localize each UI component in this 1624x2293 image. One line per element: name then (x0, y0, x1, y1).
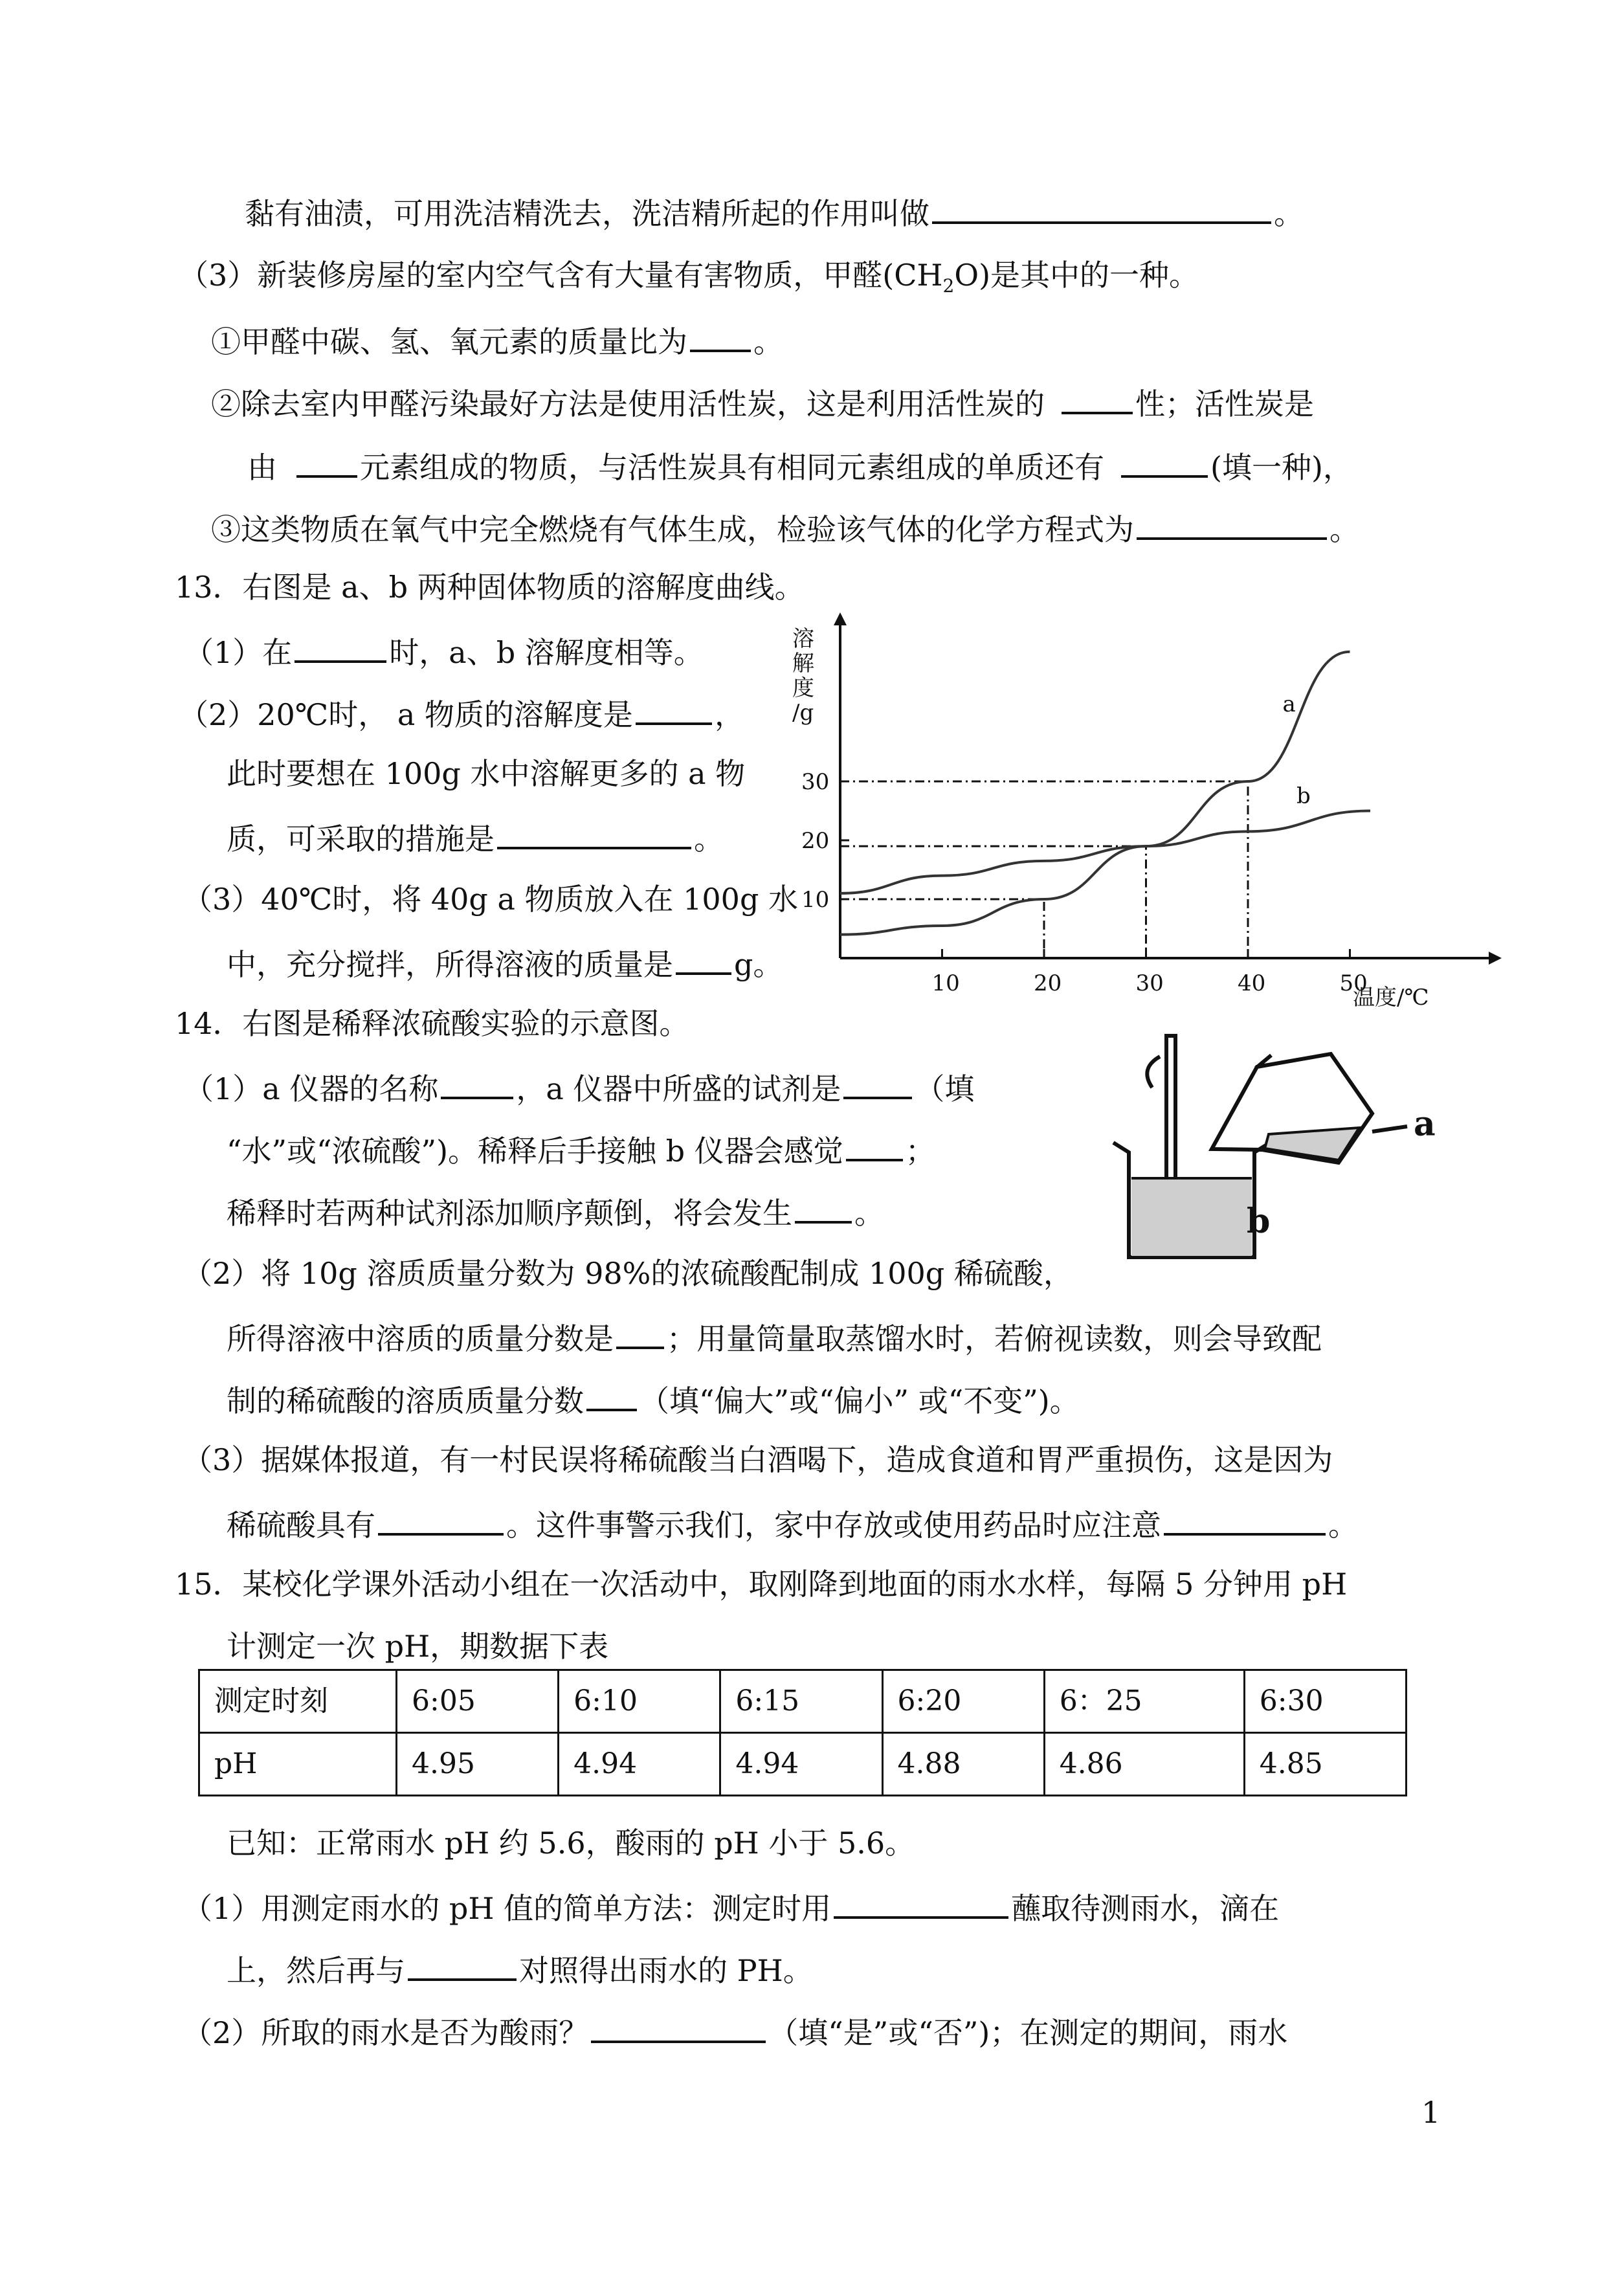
q15-part2: （2）所取的雨水是否为酸雨？ （填“是”或“否”)；在测定的期间，雨水 (183, 2012, 1287, 2051)
y-tick-label: 20 (801, 828, 830, 854)
x-axis-arrow (1489, 952, 1502, 965)
blank[interactable] (795, 1192, 852, 1224)
q13-part2-line2: 此时要想在 100g 水中溶解更多的 a 物 (227, 756, 746, 791)
line-1: 黏有油渍，可用洗洁精洗去，洗洁精所起的作用叫做 。 (245, 193, 1304, 232)
table-cell: 4.85 (1244, 1733, 1406, 1796)
y-axis-label: 溶 (792, 626, 814, 652)
x-tick-label: 30 (1135, 970, 1164, 996)
table-cell: 6:30 (1244, 1670, 1406, 1733)
q13-part1: （1）在 时，a、b 溶解度相等。 (184, 632, 704, 671)
x-tick-label: 20 (1034, 970, 1062, 996)
rod-hook (1147, 1057, 1160, 1088)
q14-part2: （2）将 10g 溶质质量分数为 98%的浓硫酸配制成 100g 稀硫酸， (183, 1256, 1073, 1291)
page-number: 1 (1421, 2095, 1441, 2130)
chart-guides (840, 781, 1248, 958)
y-axis-arrow (834, 612, 847, 625)
blank[interactable] (1164, 1504, 1326, 1536)
y-tick-label: 30 (801, 769, 830, 795)
q15-part1-line2: 上，然后再与 对照得出雨水的 PH。 (227, 1950, 813, 1989)
x-tick-label: 40 (1238, 970, 1266, 996)
ph-data-table (198, 1669, 1407, 1796)
y-tick-label: 10 (801, 887, 830, 913)
blank[interactable] (441, 1068, 513, 1099)
chart-axes (834, 612, 1502, 965)
chart-labels (792, 626, 1429, 1011)
table-cell: pH (199, 1733, 397, 1796)
line-6: ③这类物质在氧气中完全燃烧有气体生成，检验该气体的化学方程式为 。 (211, 509, 1359, 548)
line-3: ①甲醛中碳、氢、氧元素的质量比为 。 (211, 321, 783, 360)
q14-part1-line2: “水”或“浓硫酸”)。稀释后手接触 b 仪器会感觉 ； (227, 1130, 935, 1169)
y-axis-label: 解 (792, 651, 814, 677)
table-cell: 测定时刻 (199, 1670, 397, 1733)
q14-part1-line3: 稀释时若两种试剂添加顺序颠倒，将会发生 。 (227, 1192, 884, 1231)
y-axis-label: 度 (792, 675, 814, 701)
q14-part3: （3）据媒体报道，有一村民误将稀硫酸当白酒喝下，造成食道和胃严重损伤，这是因为 (183, 1442, 1333, 1477)
blank[interactable] (591, 2012, 766, 2043)
q14-part3-line2: 稀硫酸具有 。这件事警示我们，家中存放或使用药品时应注意 。 (227, 1504, 1358, 1543)
x-axis-label: 温度/℃ (1353, 985, 1429, 1011)
guide-line (840, 846, 1146, 958)
table-cell: 4.86 (1044, 1733, 1244, 1796)
table-cell: 4.95 (397, 1733, 559, 1796)
known-condition: 已知：正常雨水 pH 约 5.6，酸雨的 pH 小于 5.6。 (227, 1826, 915, 1861)
blank[interactable] (834, 1888, 1008, 1919)
label-b: b (1247, 1202, 1271, 1241)
question-15-line2: 计测定一次 pH，期数据下表 (227, 1629, 609, 1664)
blank[interactable] (586, 1380, 637, 1411)
blank[interactable] (1137, 509, 1327, 540)
blank[interactable] (846, 1130, 903, 1161)
solubility-chart (783, 609, 1515, 1023)
series-label-a: a (1282, 691, 1296, 717)
beaker-liquid (1131, 1178, 1252, 1256)
q13-part3-line2: 中，充分搅拌，所得溶液的质量是 g。 (227, 944, 783, 983)
x-tick-label: 50 (1339, 970, 1368, 996)
table-cell: 4.88 (882, 1733, 1044, 1796)
blank[interactable] (843, 1068, 912, 1099)
guide-line (840, 781, 1248, 958)
question-14: 14．右图是稀释浓硫酸实验的示意图。 (175, 1006, 689, 1041)
blank[interactable] (932, 193, 1271, 224)
label-a: a (1414, 1104, 1436, 1144)
blank[interactable] (636, 694, 712, 725)
table-row (199, 1733, 1407, 1796)
blank[interactable] (676, 944, 731, 975)
question-13: 13．右图是 a、b 两种固体物质的溶解度曲线。 (175, 570, 805, 605)
x-tick-label: 10 (931, 970, 960, 996)
blank[interactable] (497, 818, 691, 849)
q13-part3: （3）40℃时，将 40g a 物质放入在 100g 水 (183, 882, 799, 917)
q14-part2-line3: 制的稀硫酸的溶质质量分数 （填“偏大”或“偏小” 或“不变”)。 (227, 1380, 1080, 1419)
series-line-b (840, 811, 1370, 893)
table-cell: 6:20 (882, 1670, 1044, 1733)
blank[interactable] (1062, 383, 1133, 414)
table-cell: 6：25 (1044, 1670, 1244, 1733)
table-cell: 6:10 (559, 1670, 720, 1733)
blank[interactable] (690, 321, 751, 352)
table-cell: 6:15 (720, 1670, 882, 1733)
dilution-apparatus-diagram (1100, 1016, 1463, 1288)
blank[interactable] (378, 1504, 504, 1536)
table-row (199, 1670, 1407, 1733)
line-5: 由 元素组成的物质，与活性炭具有相同元素组成的单质还有 (填一种)， (247, 447, 1353, 486)
blank[interactable] (1121, 447, 1208, 478)
q14-part2-line2: 所得溶液中溶质的质量分数是 ；用量筒量取蒸馏水时，若俯视读数，则会导致配 (227, 1318, 1322, 1357)
blank[interactable] (616, 1318, 664, 1349)
q13-part2-line3: 质，可采取的措施是 。 (227, 818, 724, 857)
blank[interactable] (295, 632, 386, 663)
line-4: ②除去室内甲醛污染最好方法是使用活性炭，这是利用活性炭的 性；活性炭是 (211, 383, 1314, 422)
q14-part1: （1）a 仪器的名称 ，a 仪器中所盛的试剂是 （填 (184, 1068, 974, 1107)
question-15: 15．某校化学课外活动小组在一次活动中，取刚降到地面的雨水水样，每隔 5 分钟用 pH (175, 1567, 1348, 1602)
table-cell: 6:05 (397, 1670, 559, 1733)
blank[interactable] (296, 447, 357, 478)
table-cell: 4.94 (720, 1733, 882, 1796)
y-axis-label: /g (792, 700, 814, 726)
line-2: （3）新装修房屋的室内空气含有大量有害物质，甲醛$(CH_2O)$是其中的一种。 (179, 258, 1199, 297)
leader-a (1372, 1126, 1407, 1132)
table-cell: 4.94 (559, 1733, 720, 1796)
q15-part1: （1）用测定雨水的 pH 值的简单方法：测定时用 蘸取待测雨水，滴在 (183, 1888, 1279, 1927)
series-label-b: b (1296, 783, 1311, 809)
series-line-a (840, 652, 1350, 935)
blank[interactable] (408, 1950, 517, 1981)
q13-part2: （2）20℃时， a 物质的溶解度是 ， (179, 694, 744, 733)
